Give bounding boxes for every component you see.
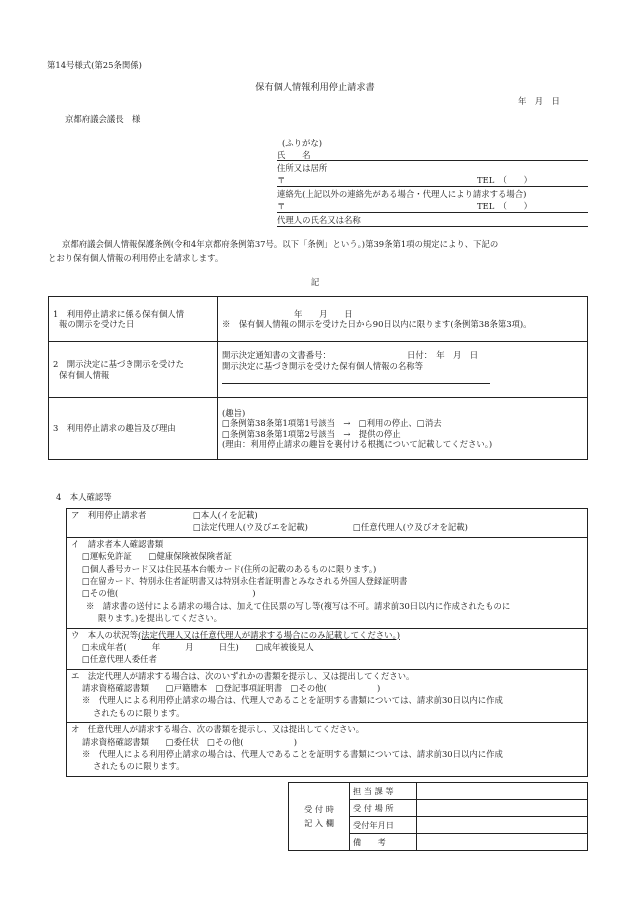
request-table xyxy=(48,296,588,460)
id-docs-note-2: 限ります。)を提出してください。 xyxy=(98,613,223,624)
voluntary-agent-docs[interactable]: 請求資格確認書類 □委任状 □その他( ) xyxy=(82,736,297,747)
reception-label xyxy=(289,783,350,851)
address-label: 住所又は居所 xyxy=(277,163,328,173)
row3-value[interactable] xyxy=(218,398,588,460)
id-docs-note-1: ※ 請求書の送付による請求の場合は、加えて住民票の写し等(複写は不可。請求前30日以内に作成されたものに xyxy=(86,600,511,611)
disclosed-info-name-label: 開示決定に基づき開示を受けた保有個人情報の名称等 xyxy=(222,361,423,371)
intro-line-1: 京都府議会個人情報保護条例(令和4年京都府条例第37号。以下「条例」という。)第39条第1項の規定により、下記の xyxy=(62,239,499,249)
section-e xyxy=(67,670,587,724)
doc-date-label: 日付： 年 月 日 xyxy=(407,350,479,360)
name-label: 氏 名 xyxy=(277,150,311,160)
ki-label: 記 xyxy=(310,277,320,287)
reception-table xyxy=(288,782,588,851)
reception-row-label: 備 考 xyxy=(350,834,417,851)
section-a xyxy=(67,509,587,538)
contact-label: 連絡先(上記以外の連絡先がある場合・代理人により請求する場合) xyxy=(277,189,527,199)
row1-date: 年 月 日 xyxy=(294,308,353,319)
voluntary-agent-note-1: ※ 代理人による利用停止請求の場合は、代理人であることを証明する書類については、請求前30日以内に作成 xyxy=(82,749,503,760)
status-option-1[interactable]: □未成年者( 年 月 日生) □成年被後見人 xyxy=(82,641,314,652)
section-i xyxy=(67,538,587,629)
requester-label: ア 利用停止請求者 xyxy=(71,510,147,520)
row3-label-text: 3 利用停止請求の趣旨及び理由 xyxy=(53,423,176,434)
reception-row-value[interactable] xyxy=(417,817,588,834)
legal-agent-note-2: されたものに限ります。 xyxy=(93,707,185,718)
row2-label-line2: 保有個人情報 xyxy=(59,369,110,380)
row3-label xyxy=(49,398,218,460)
reception-row-value[interactable] xyxy=(417,800,588,817)
legal-agent-title: エ 法定代理人が請求する場合は、次のいずれかの書類を提示し、又は提出してください。 xyxy=(71,670,415,681)
reception-row-value[interactable] xyxy=(417,834,588,851)
table-row xyxy=(49,398,588,460)
agent-label: 代理人の氏名又は名称 xyxy=(277,215,361,225)
disclosed-info-line xyxy=(222,383,490,384)
doc-number-label: 開示決定通知書の文書番号： xyxy=(222,350,331,360)
checkbox-legal-agent[interactable]: □法定代理人(ウ及びエを記載) xyxy=(193,522,308,533)
id-docs-option-2[interactable]: □個人番号カード又は住民基本台帳カード(住所の記載のあるものに限ります。) xyxy=(82,563,377,574)
row1-value[interactable] xyxy=(218,297,588,342)
row2-label xyxy=(49,342,218,398)
reception-row-value[interactable] xyxy=(417,783,588,800)
legal-agent-docs[interactable]: 請求資格確認書類 □戸籍謄本 □登記事項証明書 □その他( ) xyxy=(82,683,381,694)
id-docs-option-other[interactable]: □その他( ) xyxy=(82,588,256,599)
row1-label-line2: 報の開示を受けた日 xyxy=(59,319,135,329)
address-line[interactable] xyxy=(277,186,588,187)
addressee: 京都府議会議長 様 xyxy=(65,114,141,124)
reception-row-label: 担 当 課 等 xyxy=(350,783,417,800)
reason-note: (理由：利用停止請求の趣旨を裏付ける根拠について記載してください。) xyxy=(222,439,493,449)
row2-label-line1: 2 開示決定に基づき開示を受けた xyxy=(53,359,184,369)
status-option-2[interactable]: □任意代理人委任者 xyxy=(82,654,157,665)
postal-mark: 〒 xyxy=(277,175,286,185)
section-o xyxy=(67,723,587,776)
intro-line-2: とおり保有個人情報の利用停止を請求します。 xyxy=(48,253,224,263)
reception-row-label: 受 付 場 所 xyxy=(350,800,417,817)
row1-label-line1: 1 利用停止請求に係る保有個人情 xyxy=(53,308,184,319)
reception-label-line1: 受 付 時 xyxy=(304,803,334,814)
tel-label-2: TEL （ ） xyxy=(477,201,532,211)
row1-label xyxy=(49,297,218,342)
form-number: 第14号様式(第25条関係) xyxy=(47,60,142,70)
section-u xyxy=(67,629,587,670)
furigana-label: (ふりがな) xyxy=(282,138,323,148)
table-row xyxy=(49,297,588,342)
reception-row-label: 受付年月日 xyxy=(350,817,417,834)
row2-value[interactable] xyxy=(218,342,588,398)
legal-agent-note-1: ※ 代理人による利用停止請求の場合は、代理人であることを証明する書類については、請求前30日以内に作成 xyxy=(82,695,503,706)
request-date: 年 月 日 xyxy=(518,96,560,106)
name-line[interactable] xyxy=(277,160,588,161)
checkbox-self[interactable]: □本人(イを記載) xyxy=(193,510,258,520)
id-docs-option-1[interactable]: □運転免許証 □健康保険被保険者証 xyxy=(82,551,232,562)
status-title-note: (法定代理人又は任意代理人が請求する場合にのみ記載してください。) xyxy=(138,629,400,640)
voluntary-agent-note-2: されたものに限ります。 xyxy=(93,761,185,772)
postal-mark-2: 〒 xyxy=(277,201,286,211)
id-docs-title: イ 請求者本人確認書類 xyxy=(71,538,164,549)
contact-line[interactable] xyxy=(277,212,588,213)
section4-title: 4 本人確認等 xyxy=(56,492,112,502)
agent-line[interactable] xyxy=(277,226,588,227)
form-title: 保有個人情報利用停止請求書 xyxy=(255,82,375,93)
voluntary-agent-title: オ 任意代理人が請求する場合、次の書類を提示し、又は提出してください。 xyxy=(71,724,365,735)
status-title: ウ 本人の状況等 xyxy=(71,629,138,640)
checkbox-voluntary-agent[interactable]: □任意代理人(ウ及びオを記載) xyxy=(353,522,468,533)
identity-confirmation-box xyxy=(66,508,588,777)
tel-label: TEL （ ） xyxy=(477,175,532,185)
row1-note: ※ 保有個人情報の開示を受けた日から90日以内に限ります(条例第38条第3項)。 xyxy=(222,319,532,329)
purpose-heading: (趣旨) xyxy=(222,407,246,418)
purpose-option-2: □条例第38条第1項第2号該当 → 提供の停止 xyxy=(222,428,401,439)
id-docs-option-3[interactable]: □在留カード、特別永住者証明書又は特別永住者証明書とみなされる外国人登録証明書 xyxy=(82,575,408,586)
table-row xyxy=(49,342,588,398)
reception-label-line2: 記 入 欄 xyxy=(304,817,334,828)
purpose-option-1: □条例第38条第1項第1号該当 → □利用の停止、□消去 xyxy=(222,418,442,428)
